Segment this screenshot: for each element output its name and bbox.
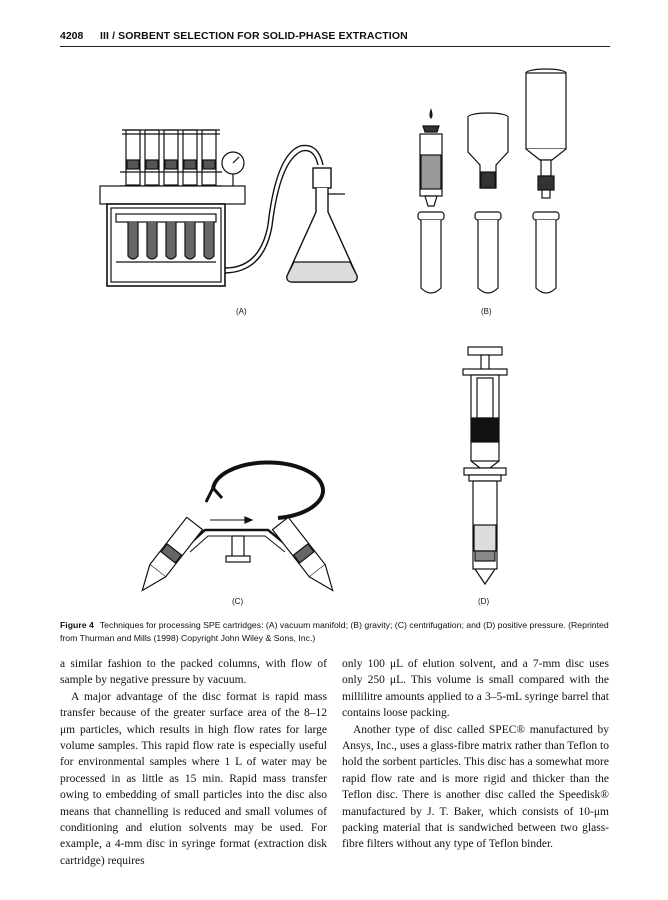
panel-label-c: (C) [232, 597, 244, 606]
panel-label-d: (D) [478, 597, 490, 606]
gravity-drawing [418, 69, 566, 293]
paragraph: A major advantage of the disc format is rapid mass transfer because of the greater surface area of the 8–12 μm particles, which results in high flow rates for large volume samples. This rapid flow rate is especially useful for environmental samples where 1 L of water may be processed in as little as 15 min. Rapid mass transfer owing to embedding of small particles into the disc also means that channelling is reduced and small volumes of conditioning and elution solvents may be used. For example, a 4-mm disc in syringe format (extraction disk cartridge) requires [60, 690, 327, 867]
positive-pressure-drawing [463, 347, 507, 584]
panel-label-b: (B) [481, 307, 492, 316]
manifold-cartridges [120, 130, 222, 186]
paragraph: only 100 μL of elution solvent, and a 7-mm disc uses only 250 μL. This volume is small compared with the millilitre amounts applied to a 3–5-mL syringe barrel that contains loose packing. [342, 658, 609, 720]
body-column-right [342, 656, 609, 853]
centrifuge-drawing [134, 462, 340, 596]
running-title: III / SORBENT SELECTION FOR SOLID-PHASE EXTRACTION [100, 30, 408, 42]
figure-caption-label: Figure 4 [60, 620, 94, 630]
paragraph: a similar fashion to the packed columns, with flow of sample by negative pressure by vacuum. [60, 658, 327, 687]
figure-caption-text: Techniques for processing SPE cartridges: (A) vacuum manifold; (B) gravity; (C) centrifugation; and (D) positive pressure. (Reprinted from Thurman and Mills (1998) Copyright John Wiley & Sons, Inc.) [60, 620, 609, 643]
vacuum-manifold-drawing [100, 130, 357, 286]
paragraph: Another type of disc called SPEC® manufactured by Ansys, Inc., uses a glass-fibre matrix rather than Teflon to hold the sorbent particles. This disc has a somewhat more rapid flow rate and is more rigid and thicker than the Teflon disc. There is another disc called the Speedisk® manufactured by J. T. Baker, which consists of 10-μm packing material that is sandwiched between two glass-fibre filters without any type of Teflon binder. [342, 723, 609, 851]
page-number: 4208 [60, 30, 84, 42]
panel-label-a: (A) [236, 307, 247, 316]
figure-caption [60, 619, 612, 644]
body-column-left [60, 656, 327, 869]
